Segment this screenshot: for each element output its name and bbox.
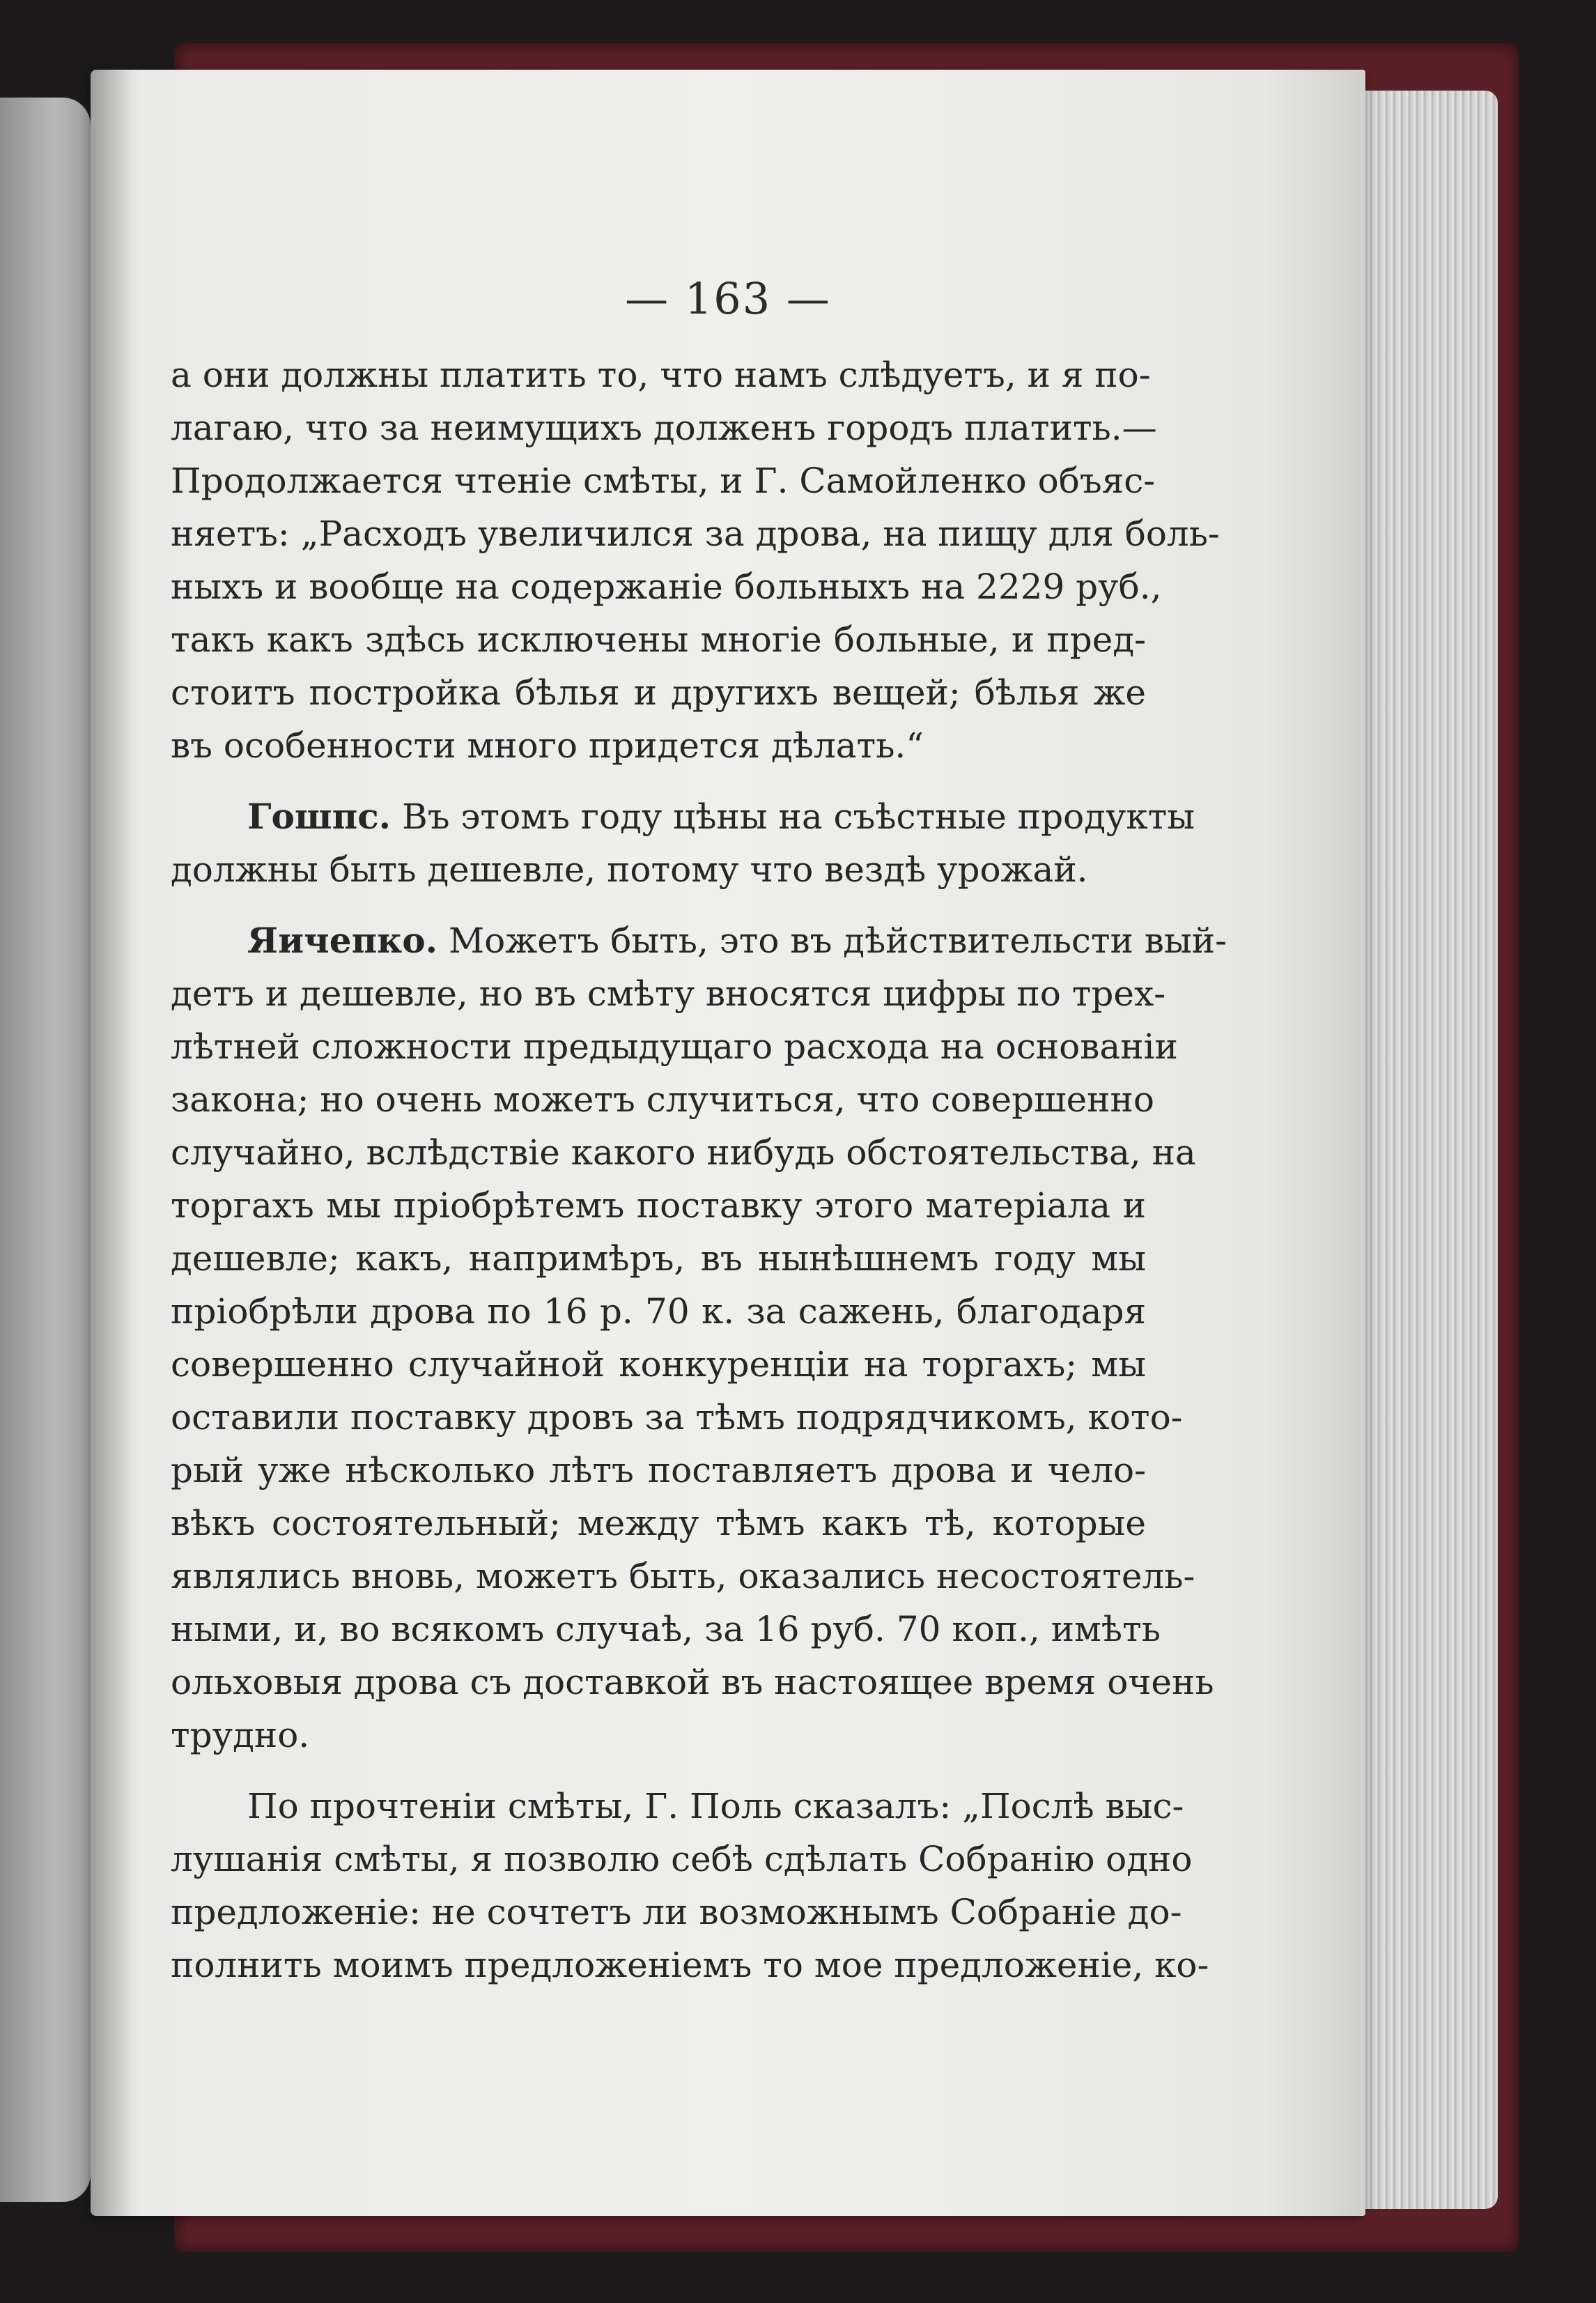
text-line: случайно, вслѣдствіе какого нибудь обстоятельства, на <box>171 1132 1196 1173</box>
text-line: полнить моимъ предложеніемъ то мое предложеніе, ко- <box>171 1945 1209 1985</box>
text-line: торгахъ мы пріобрѣтемъ поставку этого матеріала и <box>171 1185 1146 1226</box>
text-line: няетъ: „Расходъ увеличился за дрова, на пищу для боль- <box>171 514 1220 554</box>
page-stack-edges <box>1358 91 1498 2209</box>
text-line: Продолжается чтеніе смѣты, и Г. Самойленко объяс- <box>171 461 1156 501</box>
text-line: такъ какъ здѣсь исключены многіе больные, и пред- <box>171 619 1146 660</box>
text-line: лѣтней сложности предыдущаго расхода на основаніи <box>171 1026 1178 1067</box>
text-line: ольховыя дрова съ доставкой въ настоящее время очень <box>171 1662 1214 1702</box>
previous-page-edge <box>0 98 91 2202</box>
text-line: вѣкъ состоятельный; между тѣмъ какъ тѣ, которые <box>171 1503 1146 1543</box>
text-line: ными, и, во всякомъ случаѣ, за 16 руб. 70 коп., имѣть <box>171 1609 1161 1649</box>
speaker-name: Гошпс. <box>247 796 392 837</box>
text-line: лушанія смѣты, я позволю себѣ сдѣлать Собранію одно <box>171 1839 1193 1879</box>
text-line: пріобрѣли дрова по 16 р. 70 к. за сажень, благодаря <box>171 1291 1146 1332</box>
spine-shadow <box>91 70 132 2216</box>
text-line: стоитъ постройка бѣлья и другихъ вещей; бѣлья же <box>171 672 1146 713</box>
text-line: лагаю, что за неимущихъ долженъ городъ платить.— <box>171 408 1157 448</box>
speaker-name: Яичепко. <box>247 920 438 961</box>
speech-text: Въ этомъ году цѣны на съѣстные продукты <box>401 796 1195 837</box>
text-line: рый уже нѣсколько лѣтъ поставляетъ дрова и чело- <box>171 1450 1146 1491</box>
text-line: детъ и дешевле, но въ смѣту вносятся цифры по трех- <box>171 973 1166 1014</box>
text-line <box>171 914 1227 967</box>
text-line: а они должны платить то, что намъ слѣдуетъ, и я по- <box>171 355 1151 395</box>
speech-text: Можетъ быть, это въ дѣйствительсти вый- <box>448 921 1227 961</box>
text-line <box>171 790 1195 843</box>
text-line: ныхъ и вообще на содержаніе больныхъ на 2229 руб., <box>171 567 1162 607</box>
text-line: По прочтеніи смѣты, Г. Поль сказалъ: „Послѣ выс- <box>247 1786 1184 1826</box>
text-line: являлись вновь, можетъ быть, оказались несостоятель- <box>171 1556 1195 1596</box>
text-line: должны быть дешевле, потому что вездѣ урожай. <box>171 849 1088 890</box>
text-line: совершенно случайной конкуренціи на торгахъ; мы <box>171 1344 1146 1385</box>
text-line: трудно. <box>171 1715 310 1755</box>
page-number: — 163 — <box>625 273 831 324</box>
page-body <box>171 348 1227 1992</box>
text-line: предложеніе: не сочтетъ ли возможнымъ Собраніе до- <box>171 1892 1182 1932</box>
text-line: дешевле; какъ, напримѣръ, въ нынѣшнемъ году мы <box>171 1238 1146 1279</box>
text-line: въ особенности много придется дѣлать.“ <box>171 725 924 766</box>
text-line: оставили поставку дровъ за тѣмъ подрядчикомъ, кото- <box>171 1397 1183 1438</box>
text-line: закона; но очень можетъ случиться, что совершенно <box>171 1079 1154 1120</box>
